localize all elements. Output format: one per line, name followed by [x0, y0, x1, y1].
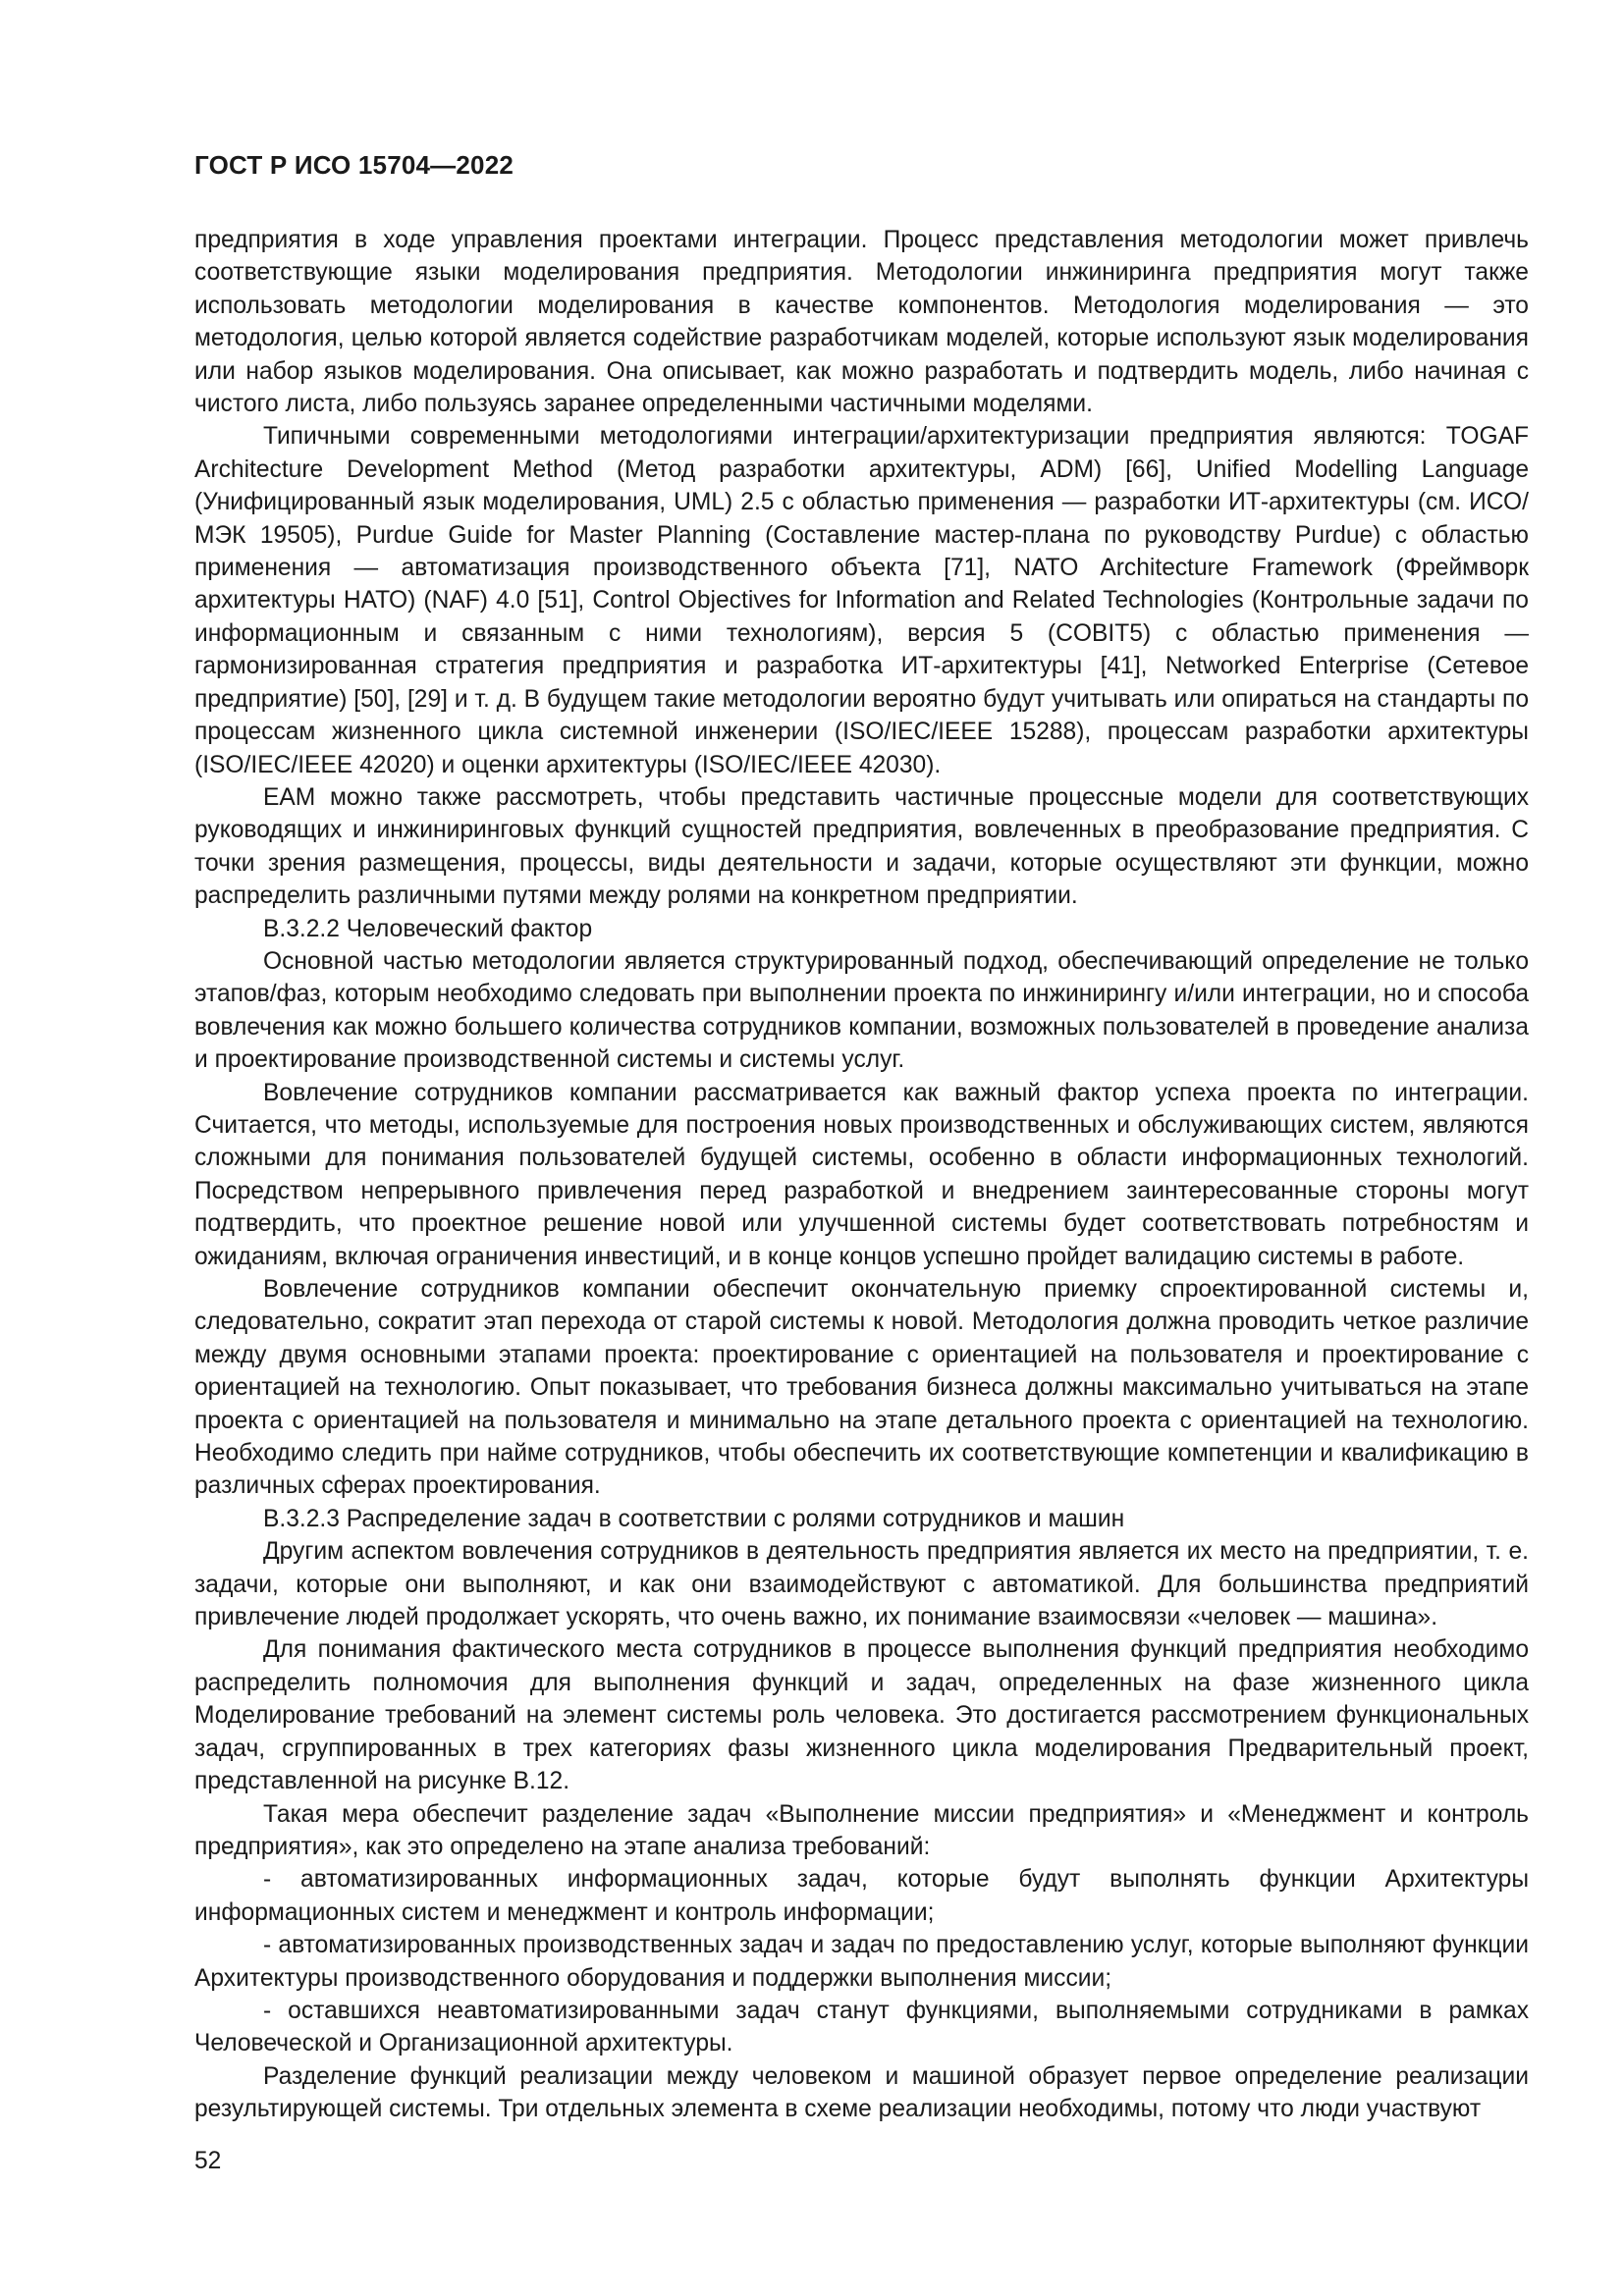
paragraph-employee-involvement: Вовлечение сотрудников компании рассматривается как важный фактор успеха проекта по интеграции. Считается, что методы, используемые для построения новых производственных и обслуживающих систем, являются сложными для понимания пользователей будущей системы, особенно в области информационных технологий. Посредством непрерывного привлечения перед разработкой и внедрением заинтересованные стороны могут подтвердить, что проектное решение новой или улучшенной системы будет соответствовать потребностям и ожиданиям, включая ограничения инвестиций, и в конце концов успешно пройдет валидацию системы в работе. [194, 1079, 1529, 1270]
list-item: - оставшихся неавтоматизированными задач станут функциями, выполняемыми сотрудниками в рамках Человеческой и Организационной архитектуры. [194, 1997, 1529, 2057]
paragraph-methodologies: Типичными современными методологиями интеграции/архитектуризации предприятия являются: TOGAF Architecture Development Method (Метод разработки архитектуры, ADM) [66], Unified Modelling Language (Унифицированный язык моделирования, UML) 2.5 с областью применения — разработки ИТ-архитектуры (см. ИСО/МЭК 19505), Purdue Guide for Master Planning (Составление мастер-плана по руководству Purdue) с областью применения — автоматизация производственного объекта [71], NATO Architecture Framework (Фреймворк архитектуры НАТО) (NAF) 4.0 [51], Control Objectives for Information and Related Technologies (Контрольные задачи по информационным и связанным с ними технологиям), версия 5 (COBIT5) с областью применения — гармонизированная стратегия предприятия и разработка ИТ-архитектуры [41], Networked Enterprise (Сетевое предприятие) [50], [29] и т. д. В будущем такие методологии вероятно будут учитывать или опираться на стандарты по процессам жизненного цикла системной инженерии (ISO/IEC/IEEE 15288), процессам разработки архитектуры (ISO/IEC/IEEE 42020) и оценки архитектуры (ISO/IEC/IEEE 42030). [194, 423, 1529, 778]
subsection-heading-task-allocation: В.3.2.3 Распределение задач в соответствии с ролями сотрудников и машин [263, 1505, 1125, 1532]
paragraph-function-allocation: Для понимания фактического места сотрудников в процессе выполнения функций предприятия необходимо распределить полномочия для выполнения функций и задач, определенных на фазе жизненного цикла Моделирование требований на элемент системы роль человека. Это достигается рассмотрением функциональных задач, сгруппированных в трех категориях фазы жизненного цикла моделирования Предварительный проект, представленной на рисунке В.12. [194, 1636, 1529, 1795]
list-item: - автоматизированных информационных задач, которые будут выполнять функции Архитектуры информационных систем и менеджмент и контроль информации; [194, 1866, 1529, 1926]
paragraph-acceptance: Вовлечение сотрудников компании обеспечит окончательную приемку спроектированной системы и, следовательно, сократит этап перехода от старой системы к новой. Методология должна проводить четкое различие между двумя основными этапами проекта: проектирование с ориентацией на пользователя и проектирование с ориентацией на технологию. Опыт показывает, что требования бизнеса должны максимально учитываться на этапе проекта с ориентацией на пользователя и минимально на этапе детального проекта с ориентацией на технологию. Необходимо следить при найме сотрудников, чтобы обеспечить их соответствующие компетенции и квалификацию в различных сферах проектирования. [194, 1276, 1529, 1500]
list-item: - автоматизированных производственных задач и задач по предоставлению услуг, которые выполняют функции Архитектуры производственного оборудования и поддержки выполнения миссии; [194, 1932, 1529, 1992]
document-body [194, 224, 1529, 2126]
paragraph-structured-approach: Основной частью методологии является структурированный подход, обеспечивающий определение не только этапов/фаз, которым необходимо следовать при выполнении проекта по инжинирингу и/или интеграции, но и способа вовлечения как можно большего количества сотрудников компании, возможных пользователей в проведение анализа и проектирование производственной системы и системы услуг. [194, 947, 1529, 1074]
document-header: ГОСТ Р ИСО 15704—2022 [194, 150, 514, 180]
paragraph-implementation: Разделение функций реализации между человеком и машиной образует первое определение реализации результирующей системы. Три отдельных элемента в схеме реализации необходимы, потому что люди участвуют [194, 2062, 1529, 2123]
paragraph-task-separation: Такая мера обеспечит разделение задач «Выполнение миссии предприятия» и «Менеджмент и контроль предприятия», как это определено на этапе анализа требований: [194, 1800, 1529, 1860]
paragraph-continuation: предприятия в ходе управления проектами интеграции. Процесс представления методологии может привлечь соответствующие языки моделирования предприятия. Методологии инжиниринга предприятия могут также использовать методологии моделирования в качестве компонентов. Методология моделирования — это методология, целью которой является содействие разработчикам моделей, которые используют язык моделирования или набор языков моделирования. Она описывает, как можно разработать и подтвердить модель, либо начиная с чистого листа, либо пользуясь заранее определенными частичными моделями. [194, 227, 1529, 418]
subsection-heading-human-factor: В.3.2.2 Человеческий фактор [263, 915, 593, 942]
paragraph-human-machine: Другим аспектом вовлечения сотрудников в деятельность предприятия является их место на предприятии, т. е. задачи, которые они выполняют, и как они взаимодействуют с автоматикой. Для большинства предприятий привлечение людей продолжает ускорять, что очень важно, их понимание взаимосвязи «человек — машина». [194, 1538, 1529, 1631]
paragraph-eam: EAM можно также рассмотреть, чтобы представить частичные процессные модели для соответствующих руководящих и инжиниринговых функций сущностей предприятия, вовлеченных в преобразование предприятия. С точки зрения размещения, процессы, виды деятельности и задачи, которые осуществляют эти функции, можно распределить различными путями между ролями на конкретном предприятии. [194, 783, 1529, 910]
page-number: 52 [194, 2148, 222, 2174]
